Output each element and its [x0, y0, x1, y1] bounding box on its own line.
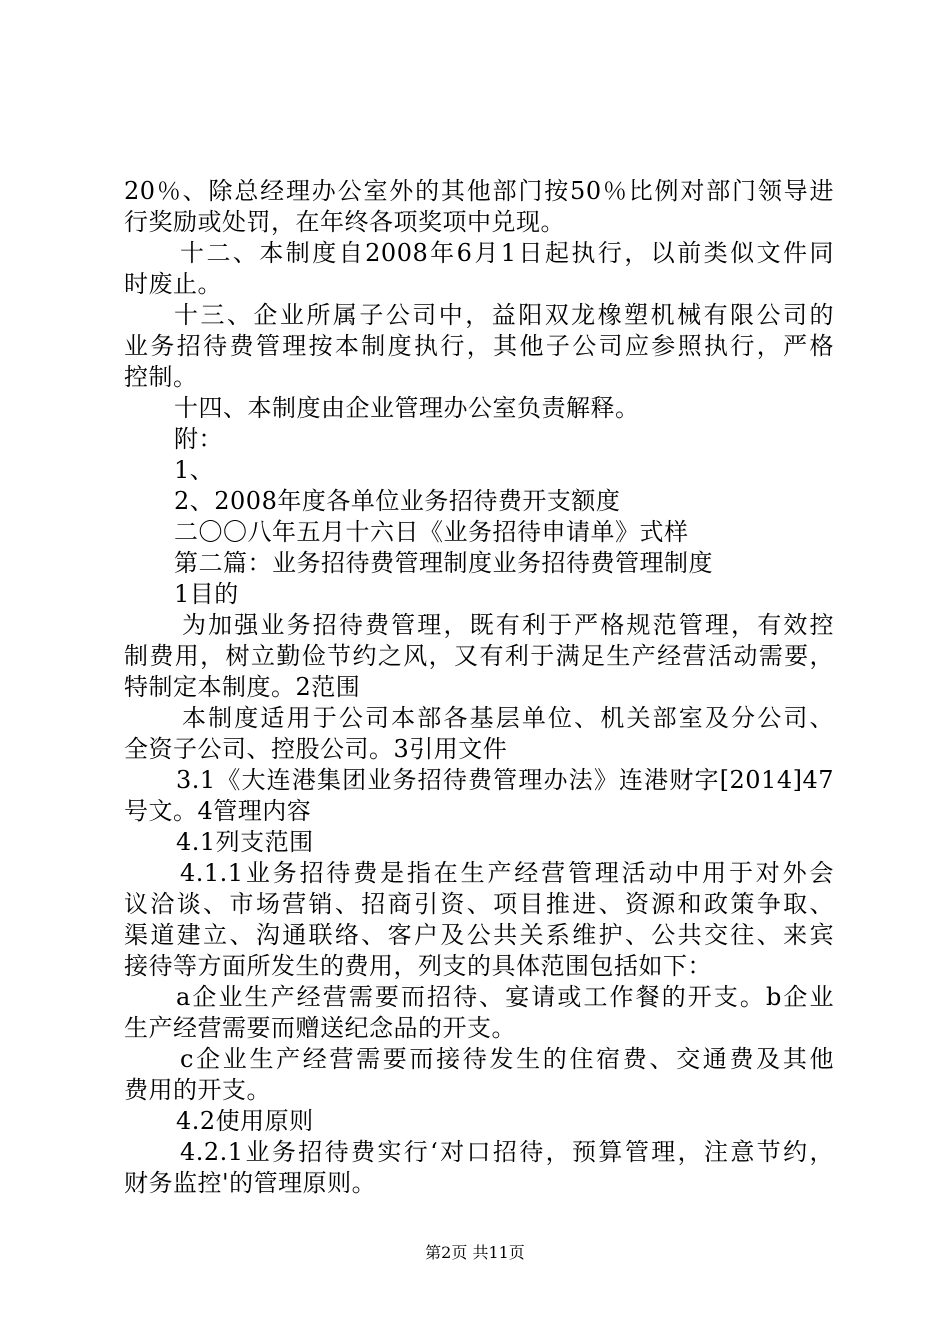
- paragraph-line: 4.2.1业务招待费实行‘对口招待，预算管理，注意节约，: [180, 1138, 834, 1166]
- paragraph-line: 费用的开支。: [124, 1076, 271, 1104]
- paragraph-line: 为加强业务招待费管理，既有利于严格规范管理，有效控: [182, 611, 834, 639]
- paragraph-line: c企业生产经营需要而接待发生的住宿费、交通费及其他: [180, 1045, 834, 1073]
- paragraph-line: 财务监控'的管理原则。: [124, 1169, 377, 1197]
- paragraph-line: 附：: [174, 425, 223, 453]
- paragraph-line: 第二篇：业务招待费管理制度业务招待费管理制度: [174, 549, 713, 577]
- document-body: [124, 176, 834, 1199]
- paragraph-line: 本制度适用于公司本部各基层单位、机关部室及分公司、: [182, 704, 834, 732]
- paragraph-line: 全资子公司、控股公司。3引用文件: [124, 735, 508, 763]
- paragraph-line: 十二、本制度自2008年6月1日起执行，以前类似文件同: [180, 239, 834, 267]
- paragraph-line: 议洽谈、市场营销、招商引资、项目推进、资源和政策争取、: [124, 890, 834, 918]
- paragraph-line: 20％、除总经理办公室外的其他部门按50％比例对部门领导进: [124, 177, 834, 205]
- paragraph-line: 控制。: [124, 363, 198, 391]
- paragraph-line: 制费用，树立勤俭节约之风，又有利于满足生产经营活动需要，: [124, 642, 834, 670]
- paragraph-line: 1目的: [174, 580, 239, 608]
- paragraph-line: 业务招待费管理按本制度执行，其他子公司应参照执行，严格: [124, 332, 834, 360]
- paragraph-line: 特制定本制度。2范围: [124, 673, 361, 701]
- paragraph-line: 二〇〇八年五月十六日《业务招待申请单》式样: [174, 518, 689, 546]
- paragraph-line: a企业生产经营需要而招待、宴请或工作餐的开支。b企业: [176, 983, 834, 1011]
- paragraph-line: 接待等方面所发生的费用，列支的具体范围包括如下：: [124, 952, 712, 980]
- paragraph-line: 1、: [174, 456, 215, 484]
- paragraph-line: 4.2使用原则: [176, 1107, 314, 1135]
- paragraph-line: 3.1《大连港集团业务招待费管理办法》连港财字[2014]47: [176, 766, 834, 794]
- paragraph-line: 十四、本制度由企业管理办公室负责解释。: [174, 394, 640, 422]
- paragraph-line: 行奖励或处罚，在年终各项奖项中兑现。: [124, 208, 565, 236]
- paragraph-line: 渠道建立、沟通联络、客户及公共关系维护、公共交往、来宾: [124, 921, 834, 949]
- page-footer: 第2页 共11页: [425, 1243, 525, 1262]
- paragraph-line: 号文。4管理内容: [124, 797, 312, 825]
- paragraph-line: 十三、企业所属子公司中，益阳双龙橡塑机械有限公司的: [174, 301, 834, 329]
- paragraph-line: 生产经营需要而赠送纪念品的开支。: [124, 1014, 516, 1042]
- paragraph-line: 2、2008年度各单位业务招待费开支额度: [174, 487, 621, 515]
- paragraph-line: 时废止。: [124, 270, 222, 298]
- paragraph-line: 4.1.1业务招待费是指在生产经营管理活动中用于对外会: [180, 859, 834, 887]
- paragraph-line: 4.1列支范围: [176, 828, 314, 856]
